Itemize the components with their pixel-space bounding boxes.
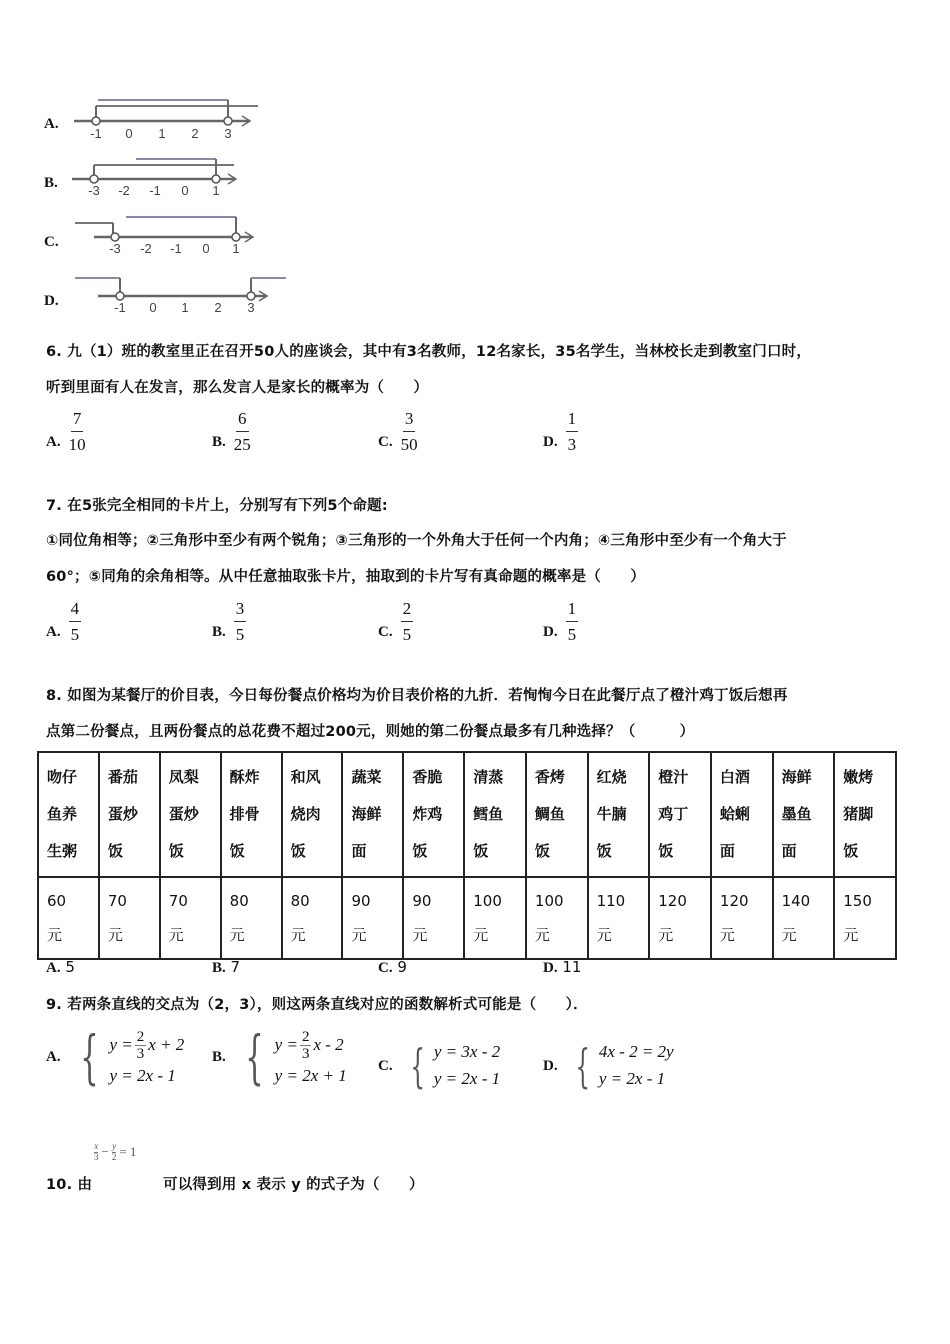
option-label: C.: [378, 1057, 393, 1074]
option-label: B.: [212, 960, 226, 976]
q9-text: 9. 若两条直线的交点为（2，3），则这两条直线对应的函数解析式可能是（ ）．: [46, 997, 588, 1013]
option-label: A.: [46, 624, 61, 640]
option-label: B.: [212, 624, 226, 640]
q10-suffix: 可以得到用 x 表示 y 的式子为（ ）: [163, 1177, 424, 1193]
svg-text:-1: -1: [149, 183, 161, 198]
menu-item-price: 150 元: [834, 877, 896, 959]
fraction: $\frac{3}{5}$: [235, 599, 245, 644]
svg-text:0: 0: [149, 300, 157, 315]
q7-option-c[interactable]: [378, 600, 413, 643]
menu-item-name: 香烤 鲷鱼 饭: [526, 752, 588, 877]
q6-option-d[interactable]: [543, 410, 578, 453]
menu-item-price: 120 元: [711, 877, 773, 959]
option-label: B.: [44, 175, 58, 191]
brace-icon: {: [244, 1023, 264, 1091]
fraction: $\frac{1}{5}$: [567, 599, 577, 644]
menu-item-name: 酥炸 排骨 饭: [221, 752, 282, 877]
q9-option-a[interactable]: [46, 1023, 185, 1091]
menu-item-name: 嫩烤 猪脚 饭: [834, 752, 896, 877]
q7-text-line3: 60°；⑤同角的余角相等。从中任意抽取张卡片，抽取到的卡片写有真命题的概率是（ ）: [46, 569, 646, 585]
q8-option-c[interactable]: [378, 958, 407, 977]
option-label: C.: [378, 960, 393, 976]
menu-item-name: 红烧 牛腩 饭: [588, 752, 650, 877]
q6-text-line1: 6. 九（1）班的教室里正在召开50人的座谈会，其中有3名教师，12名家长，35名学生，当林校长走到教室门口时，: [46, 344, 812, 360]
q8-option-a[interactable]: [46, 958, 75, 977]
menu-item-price: 140 元: [773, 877, 835, 959]
number-line-c: [70, 213, 270, 258]
menu-item-price: 110 元: [588, 877, 650, 959]
brace-icon: {: [79, 1023, 99, 1091]
menu-item-name: 凤梨 蛋炒 饭: [160, 752, 221, 877]
brace-icon: {: [574, 1039, 590, 1093]
q8-option-d[interactable]: [543, 958, 581, 977]
svg-text:-1: -1: [114, 300, 126, 315]
svg-text:0: 0: [202, 241, 210, 256]
menu-item-price: 120 元: [649, 877, 711, 959]
q6-option-c[interactable]: [378, 410, 418, 453]
option-label: A.: [46, 960, 61, 976]
menu-item-name: 吻仔 鱼养 生粥: [38, 752, 99, 877]
svg-text:0: 0: [181, 183, 189, 198]
price-table: [37, 751, 897, 960]
q7-option-b[interactable]: [212, 600, 246, 643]
fraction: $\frac{4}{5}$: [70, 599, 80, 644]
menu-item-name: 蔬菜 海鲜 面: [342, 752, 403, 877]
menu-item-name: 白酒 蛤蜊 面: [711, 752, 773, 877]
option-label: C.: [378, 434, 393, 450]
q7-option-a[interactable]: [46, 600, 81, 643]
q9-option-b[interactable]: [212, 1023, 347, 1091]
option-value: 11: [562, 958, 582, 976]
fraction: $\frac{6}{25}$: [233, 409, 251, 454]
option-value: 9: [397, 958, 407, 976]
q10-prefix: 10. 由: [46, 1177, 93, 1193]
q7-option-d[interactable]: [543, 600, 578, 643]
option-label: A.: [46, 434, 61, 450]
svg-text:-1: -1: [170, 241, 182, 256]
option-value: 7: [230, 958, 241, 976]
fraction: $\frac{2}{5}$: [402, 599, 412, 644]
option-label: A.: [44, 116, 59, 132]
q10-formula: x 3 − $\frac{y}{2}$ = 1: [94, 1141, 137, 1162]
number-line-a: [70, 96, 270, 144]
menu-item-price: 100 元: [464, 877, 526, 959]
equation-system: y = $\frac{2}{3}$ x + 2 y = 2x - 1: [109, 1028, 185, 1085]
q6-text-line2: 听到里面有人在发言，那么发言人是家长的概率为（ ）: [46, 380, 429, 396]
q7-text-line2: ①同位角相等；②三角形中至少有两个锐角；③三角形的一个外角大于任何一个内角；④三角形中至少有一个角大于: [46, 533, 787, 549]
menu-item-name: 和风 烧肉 饭: [282, 752, 343, 877]
option-label: C.: [44, 234, 59, 250]
option-label: B.: [212, 1048, 226, 1065]
menu-item-price: 60 元: [38, 877, 99, 959]
svg-text:0: 0: [125, 126, 133, 141]
svg-text:3: 3: [224, 126, 232, 141]
menu-item-name: 清蒸 鳕鱼 饭: [464, 752, 526, 877]
fraction: $\frac{1}{3}$: [567, 409, 577, 454]
svg-text:2: 2: [214, 300, 222, 315]
q7-text-line1: 7. 在5张完全相同的卡片上，分别写有下列5个命题:: [46, 498, 388, 514]
option-label: C.: [378, 624, 393, 640]
q8-option-b[interactable]: [212, 958, 240, 977]
equation-system: 4x - 2 = 2y y = 2x - 1: [598, 1042, 674, 1088]
menu-item-price: 80 元: [221, 877, 282, 959]
option-label: D.: [543, 960, 558, 976]
equation-system: y = 3x - 2 y = 2x - 1: [433, 1042, 501, 1088]
menu-item-name: 香脆 炸鸡 饭: [403, 752, 464, 877]
menu-item-name: 番茄 蛋炒 饭: [99, 752, 160, 877]
q8-text-line2: 点第二份餐点，且两份餐点的总花费不超过200元，则她的第二份餐点最多有几种选择？（ ）: [46, 724, 695, 740]
number-line-d: [70, 272, 290, 317]
q9-option-d[interactable]: [543, 1039, 674, 1093]
option-label: D.: [543, 624, 558, 640]
table-row-prices: [38, 877, 896, 959]
option-value: 5: [65, 958, 75, 976]
svg-text:-2: -2: [118, 183, 130, 198]
menu-item-name: 橙汁 鸡丁 饭: [649, 752, 711, 877]
option-label: A.: [46, 1048, 61, 1065]
menu-item-price: 80 元: [282, 877, 343, 959]
svg-text:3: 3: [247, 300, 255, 315]
svg-text:-2: -2: [140, 241, 152, 256]
svg-text:1: 1: [181, 300, 189, 315]
table-row-names: [38, 752, 896, 877]
menu-item-name: 海鲜 墨鱼 面: [773, 752, 835, 877]
option-label: B.: [212, 434, 226, 450]
menu-item-price: 70 元: [160, 877, 221, 959]
menu-item-price: 90 元: [342, 877, 403, 959]
menu-item-price: 100 元: [526, 877, 588, 959]
svg-text:1: 1: [212, 183, 220, 198]
number-line-b: [70, 155, 250, 200]
svg-text:1: 1: [158, 126, 166, 141]
menu-item-price: 90 元: [403, 877, 464, 959]
svg-text:-3: -3: [88, 183, 100, 198]
svg-text:2: 2: [191, 126, 199, 141]
svg-text:-1: -1: [90, 126, 102, 141]
fraction: $\frac{7}{10}$: [68, 409, 86, 454]
q6-option-b[interactable]: [212, 410, 251, 453]
menu-item-price: 70 元: [99, 877, 160, 959]
option-label: D.: [543, 434, 558, 450]
q8-text-line1: 8. 如图为某餐厅的价目表，今日每份餐点价格均为价目表价格的九折．若恂恂今日在此餐厅点了橙汁鸡丁饭后想再: [46, 688, 788, 704]
option-label: D.: [44, 293, 59, 309]
fraction: $\frac{3}{50}$: [400, 409, 418, 454]
equation-system: y = $\frac{2}{3}$ x - 2 y = 2x + 1: [274, 1028, 347, 1085]
q9-option-c[interactable]: [378, 1039, 501, 1093]
option-label: D.: [543, 1057, 558, 1074]
svg-text:-3: -3: [109, 241, 121, 256]
svg-text:1: 1: [232, 241, 240, 256]
brace-icon: {: [409, 1039, 425, 1093]
q6-option-a[interactable]: [46, 410, 86, 453]
